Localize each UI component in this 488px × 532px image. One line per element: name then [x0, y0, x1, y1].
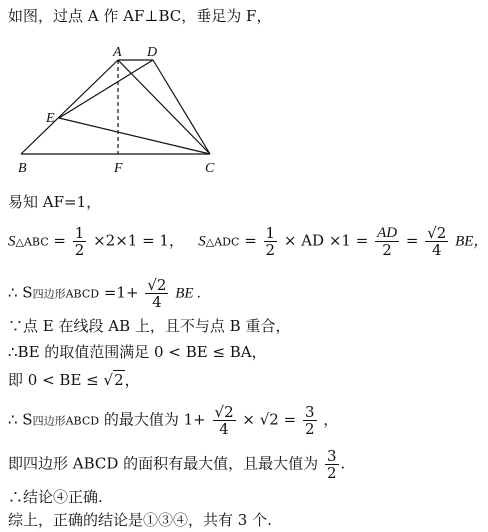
f3-mid: × √2 = [242, 410, 297, 429]
s-adc-symbol: S [198, 233, 206, 250]
fraction-half [73, 225, 87, 258]
area-max-line [8, 448, 345, 481]
f3-fraction-2-num: 3 [304, 403, 315, 421]
fraction-root2-4 [425, 225, 448, 258]
s-adc-eq: = [244, 231, 257, 250]
point-e-line: ∵点 E 在线段 AB 上，且不与点 B 重合， [8, 317, 291, 335]
fraction-ad [375, 225, 399, 258]
fraction-half-2-den: 2 [265, 241, 276, 259]
f3-sub: 四边形ABCD [32, 414, 100, 428]
f2-end: BE . [175, 285, 202, 302]
range2-end: ， [124, 371, 140, 389]
s-abc-sub: △ABC [15, 235, 49, 249]
range2-sqrt-sign: √ [103, 371, 114, 389]
range2-text: 即 0 < BE ≤ [8, 371, 104, 389]
label-D: D [147, 45, 158, 60]
f3-fraction-den: 4 [219, 420, 229, 438]
fraction-half-2 [264, 225, 278, 258]
range-line-2 [8, 370, 140, 389]
fraction-half-2-num: 1 [265, 224, 276, 242]
label-F: F [114, 161, 123, 176]
af-line: 易知 AF=1， [8, 193, 102, 211]
s-adc-mid: × AD ×1 = [283, 231, 369, 250]
label-B: B [18, 161, 27, 176]
f3-fraction-2 [303, 404, 317, 437]
f2-eq: =1+ [103, 283, 139, 302]
fraction-root2-4-num: √2 [427, 224, 447, 242]
f2-fraction [145, 277, 168, 310]
f2-sub: 四边形ABCD [32, 287, 100, 301]
area-max-fraction-den: 2 [326, 464, 337, 482]
intro-line: 如图，过点 A 作 AF⊥BC，垂足为 F， [8, 7, 272, 25]
fraction-half-num: 1 [74, 224, 85, 242]
f3-fraction-2-den: 2 [304, 420, 315, 438]
area-formula-1 [8, 225, 488, 258]
s-adc-eq2: = [405, 231, 419, 250]
fraction-ad-num: AD [377, 225, 398, 241]
f2-fraction-den: 4 [152, 293, 162, 311]
s-adc-end: BE， [455, 233, 488, 250]
f2-fraction-num: √2 [147, 276, 167, 294]
fraction-half-den: 2 [74, 241, 85, 259]
fraction-ad-den: 2 [382, 241, 392, 259]
max-formula [8, 404, 338, 437]
f3-fraction-num: √2 [214, 403, 234, 421]
fraction-root2-4-den: 4 [432, 241, 442, 259]
conclusion-line: ∴结论④正确. [8, 488, 103, 506]
f3-end: ， [323, 410, 339, 429]
range-line: ∴BE 的取值范围满足 0 < BE ≤ BA， [8, 343, 267, 361]
label-C: C [205, 161, 215, 176]
label-E: E [46, 111, 55, 126]
s-abc-symbol: S [8, 233, 16, 250]
area-max-end: . [340, 454, 346, 473]
area-formula-2 [8, 277, 201, 310]
area-max-fraction-num: 3 [326, 447, 337, 465]
f3-fraction [213, 404, 236, 437]
area-max-fraction [325, 448, 339, 481]
label-A: A [113, 45, 122, 60]
range2-root: 2 [114, 371, 124, 389]
summary-line: 综上，正确的结论是①③④，共有 3 个. [8, 511, 272, 529]
s-abc-rest: ×2×1 = 1， [93, 231, 184, 250]
f3-text: 的最大值为 1+ [103, 410, 206, 429]
s-adc-sub: △ADC [205, 235, 240, 249]
s-abc-eq: = [53, 231, 66, 250]
f3-therefore: ∴ S [8, 410, 33, 429]
f2-therefore: ∴ S [8, 283, 33, 302]
area-max-text: 即四边形 ABCD 的面积有最大值，且最大值为 [8, 454, 319, 473]
geometry-figure [0, 0, 435, 180]
